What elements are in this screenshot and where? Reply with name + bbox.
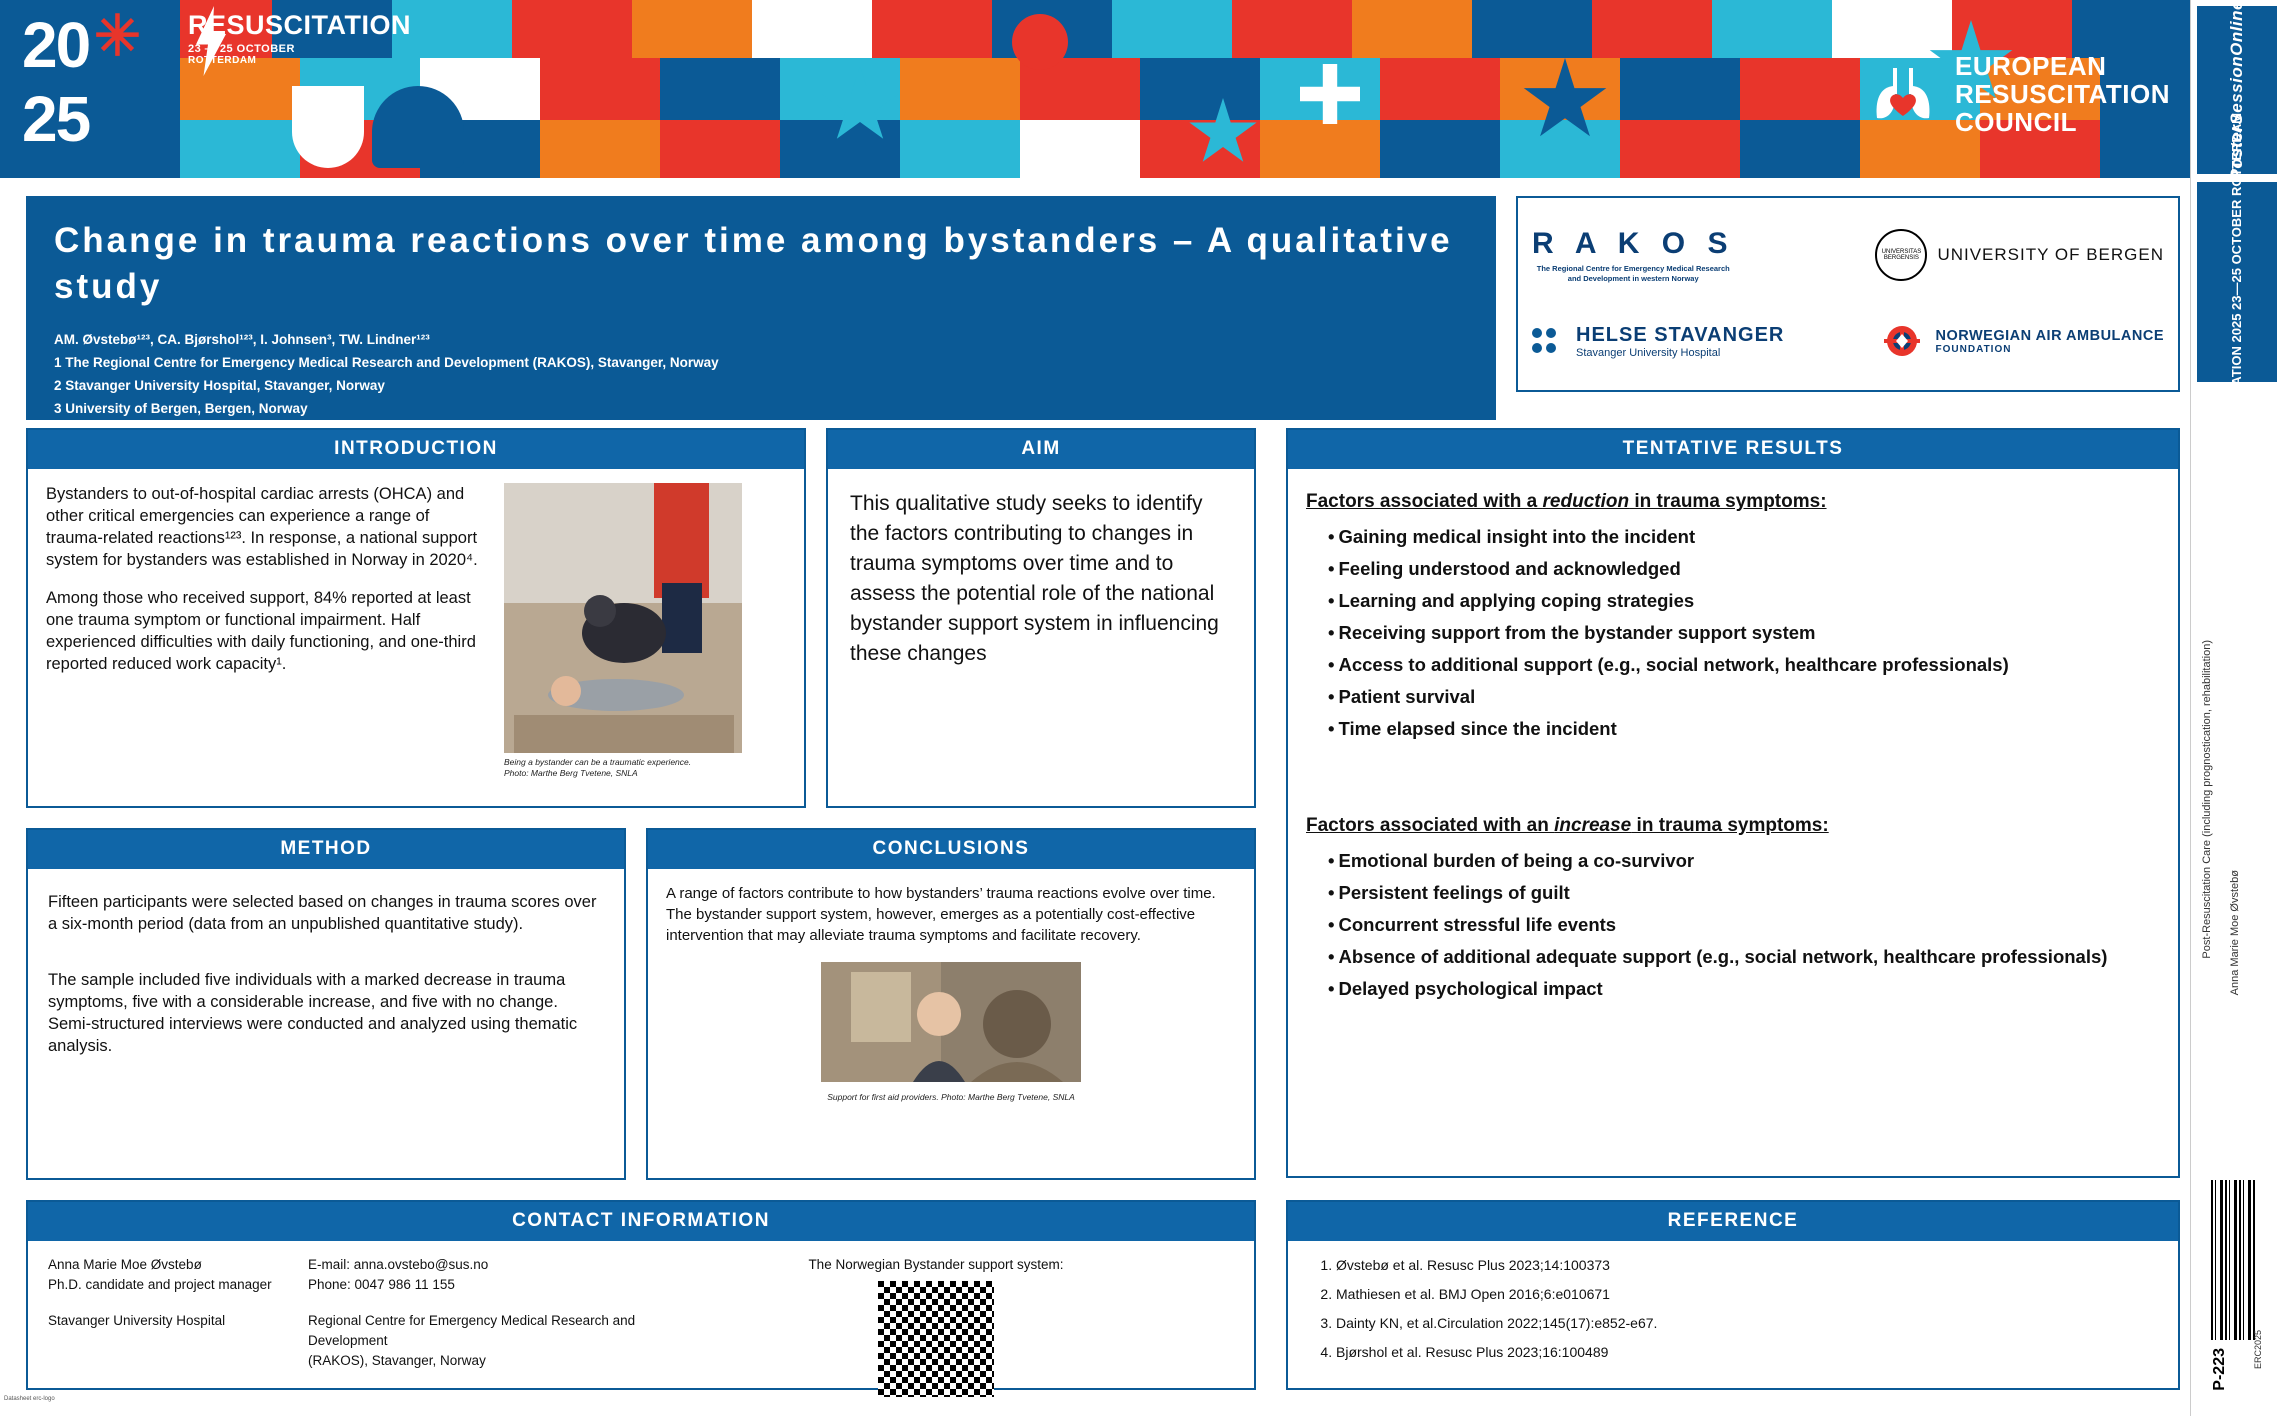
qr-label: The Norwegian Bystander support system: <box>808 1257 1064 1272</box>
year-bottom: 25 <box>22 83 90 155</box>
reference-heading: REFERENCE <box>1288 1202 2178 1241</box>
section-introduction <box>26 428 806 808</box>
erc-line-1: EUROPEAN <box>1955 51 2107 81</box>
list-item: 1. Øvstebø et al. Resusc Plus 2023;14:100373 <box>1336 1255 2152 1275</box>
method-heading: METHOD <box>28 830 624 869</box>
list-item: • Absence of additional adequate support (e.g., social network, healthcare professionals) <box>1328 941 2160 973</box>
method-paragraph-2: The sample included five individuals with a marked decrease in trauma symptoms, five with a considerable increase, and five with no change. Semi-structured interviews were conducted and analyzed using thematic analysis. <box>48 971 578 1055</box>
author-list <box>54 328 1468 420</box>
event-dates: 23 — 25 OCTOBER <box>188 43 295 55</box>
section-tentative-results <box>1286 428 2180 1178</box>
erc-logo <box>1865 52 2170 136</box>
method-paragraph-1: Fifteen participants were selected based on changes in trauma scores over a six-month period (data from an unpublished quantitative study). <box>48 893 597 933</box>
event-title <box>188 10 448 66</box>
cpr-photo <box>504 483 742 753</box>
contact-address: Stavanger University Hospital <box>48 1313 226 1328</box>
authors-line: AM. Øvstebø¹²³, CA. Bjørshol¹²³, I. Johnsen³, TW. Lindner¹²³ <box>54 332 430 347</box>
erc-line-2: RESUSCITATION <box>1955 79 2170 109</box>
list-item: • Gaining medical insight into the incident <box>1328 521 2160 553</box>
conclusions-heading: CONCLUSIONS <box>648 830 1254 869</box>
norwegian-air-ambulance-logo <box>1878 321 2164 361</box>
list-item: • Patient survival <box>1328 681 2160 713</box>
introduction-figure-caption: Being a bystander can be a traumatic experience. Photo: Marthe Berg Tvetene, SNLA <box>504 757 692 778</box>
resuscitation-vertical-label: RESUSCITATION 2025 23—25 OCTOBER ROTTERDAM <box>2229 113 2244 451</box>
contact-address-2: Regional Centre for Emergency Medical Research and Development (RAKOS), Stavanger, Norway <box>308 1313 636 1368</box>
affiliation-2: 2 Stavanger University Hospital, Stavanger, Norway <box>54 378 385 393</box>
list-item: • Receiving support from the bystander support system <box>1328 617 2160 649</box>
event-city: ROTTERDAM <box>188 55 257 66</box>
introduction-heading: INTRODUCTION <box>28 430 804 469</box>
contact-name: Anna Marie Moe Øvstebø <box>48 1257 202 1272</box>
helse-stavanger-logo <box>1532 324 1784 359</box>
list-item: • Access to additional support (e.g., social network, healthcare professionals) <box>1328 649 2160 681</box>
poster-session-label: PosterSessionOnline <box>2227 0 2246 181</box>
erc-name <box>1955 52 2170 136</box>
rakos-subtitle: The Regional Centre for Emergency Medical Research and Development in western Norway <box>1536 263 1730 283</box>
year-top: 20 <box>22 9 90 81</box>
contact-phone: Phone: 0047 986 11 155 <box>308 1277 455 1292</box>
introduction-figure <box>504 483 744 779</box>
contact-heading: CONTACT INFORMATION <box>28 1202 1254 1241</box>
event-banner <box>0 0 2190 178</box>
rakos-logo <box>1532 227 1734 284</box>
sidebar-author: Anna Marie Moe Øvstebø <box>2229 870 2241 996</box>
reference-list <box>1314 1255 2152 1362</box>
page-title: Change in trauma reactions over time among bystanders – A qualitative study <box>54 221 1453 306</box>
sidebar-topic: Post-Resuscitation Care (including prognostication, rehabilitation) <box>2201 640 2213 959</box>
university-of-bergen-logo <box>1875 229 2164 281</box>
rakos-wordmark: R A K O S <box>1532 226 1735 260</box>
results-increase-list <box>1328 845 2160 1005</box>
aim-text: This qualitative study seeks to identify the factors contributing to changes in trauma symptoms over time and to assess the potential role of the national bystander support system in influencing these changes <box>850 492 1219 665</box>
resuscitation-badge <box>2197 113 2277 451</box>
conclusions-text: A range of factors contribute to how bystanders’ trauma reactions evolve over time. The bystander support system, however, emerges as a potentially cost-effective intervention that may alleviate trauma symptoms and facilitate recovery. <box>666 885 1216 944</box>
introduction-paragraph-1: Bystanders to out-of-hospital cardiac arrests (OHCA) and other critical emergencies can experience a range of trauma-related reactions¹²³. In response, a national support system for bystanders was established in Norway in 2020⁴. <box>46 485 478 569</box>
results-heading: TENTATIVE RESULTS <box>1288 430 2178 469</box>
heart-icon <box>372 86 464 168</box>
erc-code: ERC2025 <box>2253 1330 2263 1370</box>
circle-shape <box>1012 14 1068 70</box>
contact-role: Ph.D. candidate and project manager <box>48 1277 272 1292</box>
list-item: • Time elapsed since the incident <box>1328 713 2160 745</box>
event-name: RESUSCITATION <box>188 10 412 40</box>
cup-icon <box>292 86 364 168</box>
introduction-paragraph-2: Among those who received support, 84% reported at least one trauma symptom or functional impairment. Half experienced difficulties with daily functioning, and one-third reported reduced work capacity¹. <box>46 589 476 673</box>
list-item: • Feeling understood and acknowledged <box>1328 553 2160 585</box>
conclusions-figure-caption: Support for first aid providers. Photo: Marthe Berg Tvetene, SNLA <box>827 1092 1075 1102</box>
qr-code-icon[interactable] <box>878 1281 994 1397</box>
list-item: • Concurrent stressful life events <box>1328 909 2160 941</box>
list-item: 3. Dainty KN, et al.Circulation 2022;145(17):e852-e67. <box>1336 1313 2152 1333</box>
naa-name: NORWEGIAN AIR AMBULANCE <box>1935 327 2164 344</box>
list-item: • Learning and applying coping strategies <box>1328 585 2160 617</box>
institution-logos <box>1516 196 2180 392</box>
list-item: • Persistent feelings of guilt <box>1328 877 2160 909</box>
uib-name: UNIVERSITY OF BERGEN <box>1937 245 2164 265</box>
results-reduction-list <box>1328 521 2160 745</box>
helse-dots-icon <box>1532 328 1568 354</box>
uib-seal-icon: UNIVERSITAS BERGENSIS <box>1875 229 1927 281</box>
list-item: 2. Mathiesen et al. BMJ Open 2016;6:e010671 <box>1336 1284 2152 1304</box>
section-reference <box>1286 1200 2180 1390</box>
list-item: • Delayed psychological impact <box>1328 973 2160 1005</box>
section-method <box>26 828 626 1180</box>
affiliation-3: 3 University of Bergen, Bergen, Norway <box>54 401 308 416</box>
results-increase-heading: Factors associated with an increase in trauma symptoms: <box>1306 815 1829 836</box>
footnote-text: Datasheet erc-logo <box>4 1396 55 1402</box>
lungs-heart-icon <box>1865 56 1941 132</box>
star-icon: ✳ <box>94 4 139 67</box>
helse-subtitle: Stavanger University Hospital <box>1576 346 1721 359</box>
aim-heading: AIM <box>828 430 1254 469</box>
section-aim <box>826 428 1256 808</box>
erc-line-3: COUNCIL <box>1955 107 2077 137</box>
naa-subtitle: FOUNDATION <box>1935 343 2012 355</box>
event-year-logo <box>22 4 172 168</box>
affiliation-1: 1 The Regional Centre for Emergency Medical Research and Development (RAKOS), Stavanger, Norway <box>54 355 719 370</box>
list-item: • Emotional burden of being a co-survivor <box>1328 845 2160 877</box>
poster-number: P-223 <box>2211 1348 2228 1391</box>
section-conclusions <box>646 828 1256 1180</box>
title-block <box>26 196 1496 420</box>
contact-email[interactable]: E-mail: anna.ovstebo@sus.no <box>308 1257 489 1272</box>
helse-name: HELSE STAVANGER <box>1576 323 1785 346</box>
barcode-icon <box>2211 1180 2257 1340</box>
section-contact-information <box>26 1200 1256 1390</box>
air-ambulance-icon <box>1878 321 1926 361</box>
list-item: 4. Bjørshol et al. Resusc Plus 2023;16:100489 <box>1336 1342 2152 1362</box>
results-reduction-heading: Factors associated with a reduction in trauma symptoms: <box>1306 491 1827 512</box>
support-photo <box>821 962 1081 1082</box>
right-sidebar <box>2190 0 2283 1416</box>
